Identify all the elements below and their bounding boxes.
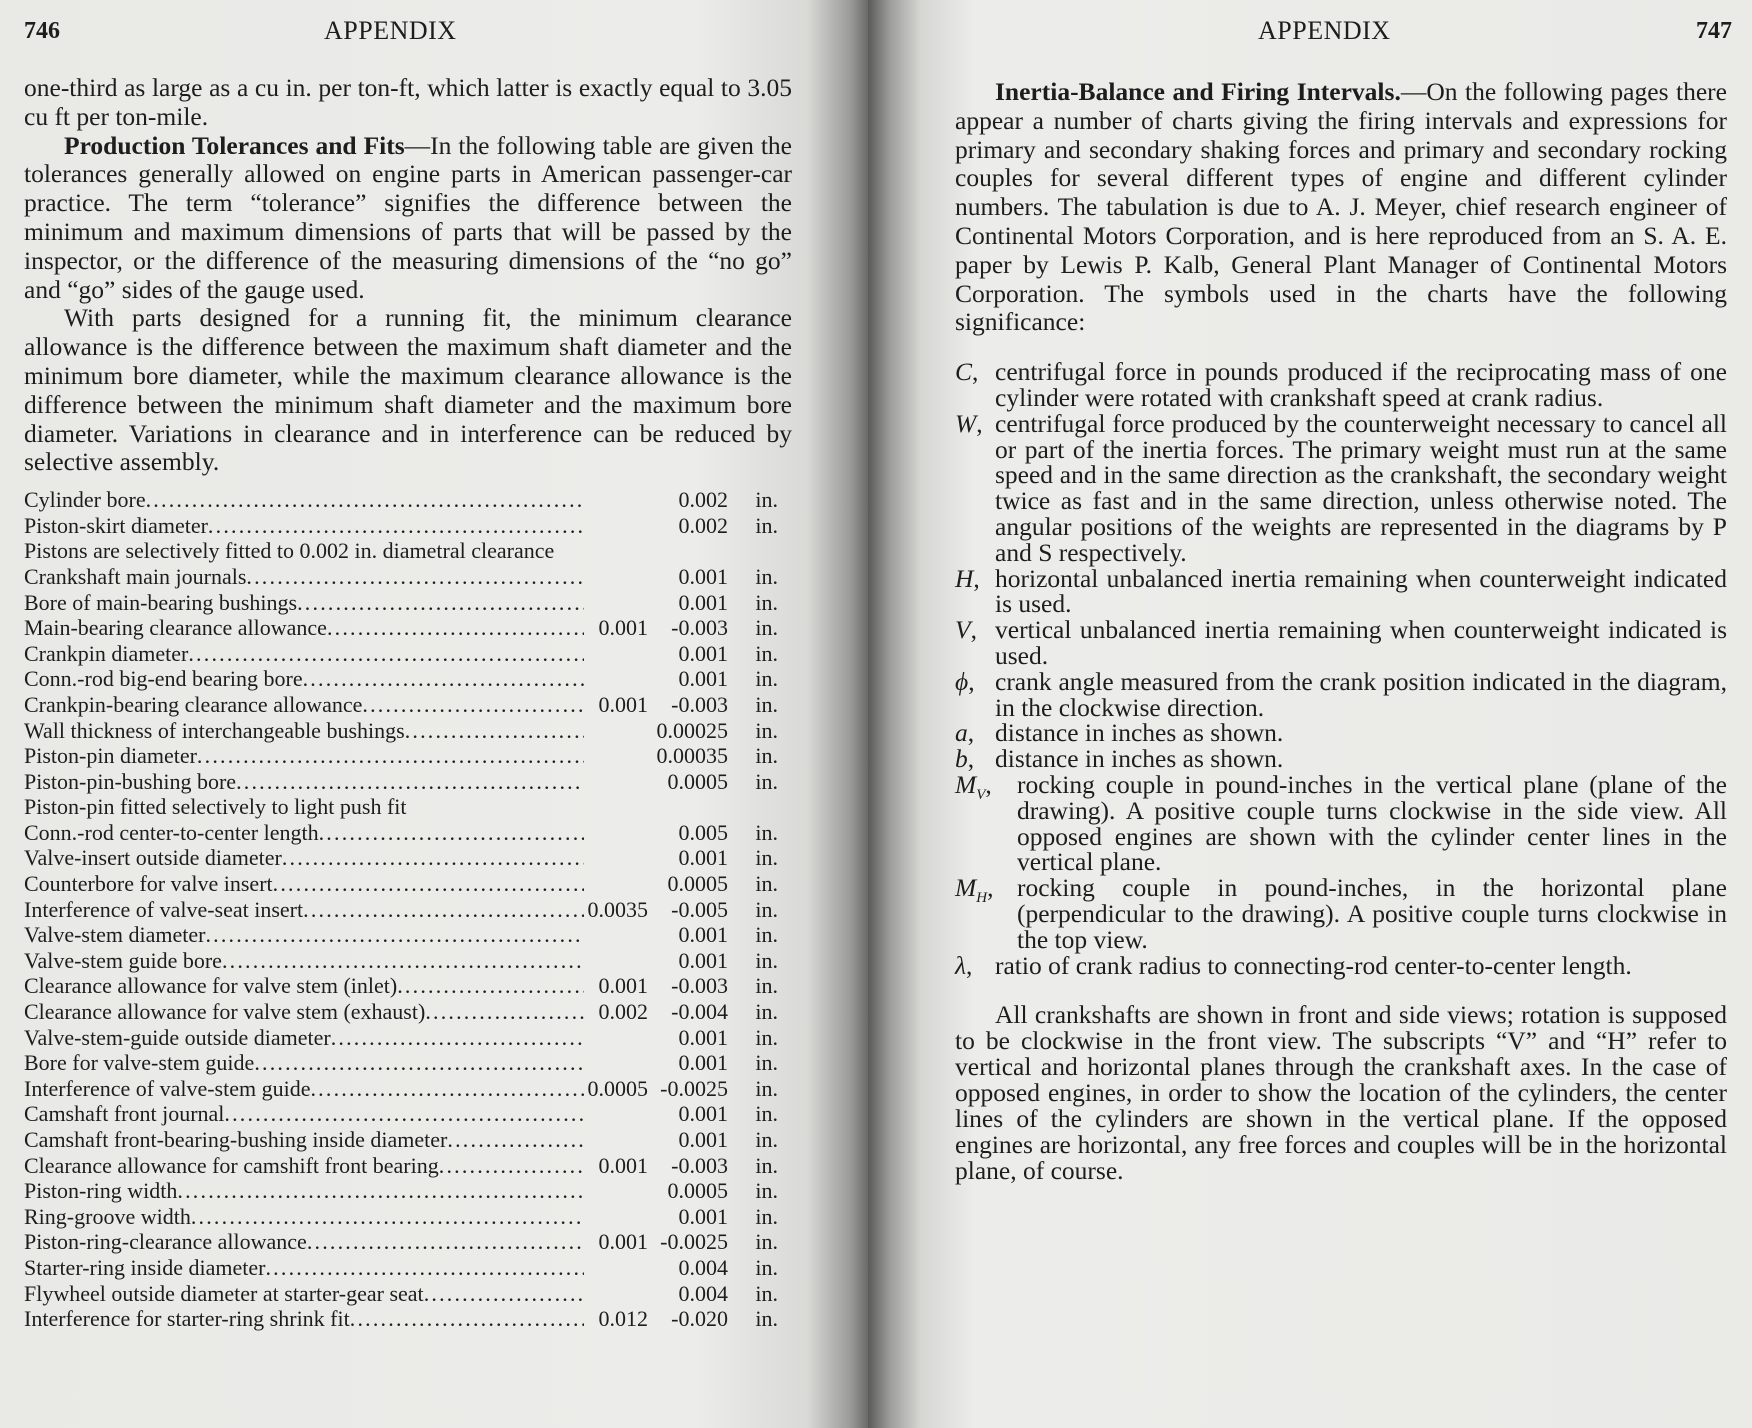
row-label-cell — [24, 564, 584, 590]
part-name: Piston-skirt diameter — [24, 512, 208, 538]
tolerance-min: 0.0005 — [587, 1075, 648, 1101]
dot-leader — [362, 692, 584, 718]
row-label-cell — [24, 1153, 584, 1179]
tolerance-value: 0.001 — [678, 640, 728, 666]
unit: in. — [755, 589, 778, 615]
row-label-cell — [24, 1229, 584, 1255]
row-label-cell — [24, 999, 584, 1025]
table-row — [24, 999, 796, 1025]
symbol-description: distance in inches as shown. — [995, 718, 1284, 748]
table-note: Piston-pin fitted selectively to light push fit — [24, 794, 407, 820]
tolerance-value: 0.001 — [678, 947, 728, 973]
part-name: Starter-ring inside diameter — [24, 1254, 266, 1280]
unit: in. — [755, 999, 778, 1025]
unit: in. — [755, 819, 778, 845]
symbol-description: distance in inches as shown. — [995, 744, 1284, 774]
symbol-description: crank angle measured from the crank position indicated in the diagram, in the clockwise direction. — [995, 666, 1727, 722]
symbol-letter: b — [955, 744, 968, 774]
part-name: Piston-pin-bushing bore — [24, 768, 237, 794]
row-label-cell — [24, 871, 584, 897]
tolerance-value: -0.020 — [671, 1306, 728, 1332]
row-label-cell — [24, 1025, 584, 1051]
unit: in. — [755, 666, 778, 692]
tolerance-value: 0.002 — [678, 487, 728, 513]
table-row — [24, 718, 796, 744]
tolerance-min: 0.001 — [598, 973, 648, 999]
symbol-letter: λ — [955, 950, 967, 980]
unit: in. — [755, 1306, 778, 1332]
tolerance-value: -0.004 — [671, 999, 728, 1025]
tolerance-value: 0.004 — [678, 1280, 728, 1306]
tolerance-value: 0.001 — [678, 1101, 728, 1127]
unit: in. — [755, 640, 778, 666]
part-name: Bore of main-bearing bushings — [24, 589, 298, 615]
symbol-description: horizontal unbalanced inertia remaining when counterweight indicated is used. — [995, 563, 1727, 619]
part-name: Piston-ring-clearance allowance — [24, 1229, 307, 1255]
dot-leader — [397, 973, 584, 999]
dot-leader — [177, 1178, 584, 1204]
paragraph-running-fit: With parts designed for a running fit, the minimum clearance allowance is the difference between the maximum shaft diameter and the minimum bore diameter, while the maximum clearance allowance is the difference between the minimum shaft diameter and the maximum bore diameter. Variations in clearance and in interference can be reduced by selective assembly. — [24, 303, 792, 477]
row-label-cell — [24, 718, 584, 744]
dot-leader — [246, 564, 584, 590]
unit: in. — [755, 1178, 778, 1204]
dot-leader — [331, 1025, 584, 1051]
symbol-description: centrifugal force produced by the counterweight necessary to cancel all or part of the inertia forces. The primary weight must run at the same speed and in the same direction as the crankshaft, the secondary weight twice as fast and in the same direction, unless otherwise noted. The angular positions of the weights are represented in the diagrams by P and S respectively. — [995, 408, 1727, 567]
tolerance-value: 0.00035 — [656, 743, 728, 769]
row-label-cell — [24, 1255, 584, 1281]
symbol: b, — [955, 744, 975, 774]
part-name: Cylinder bore — [24, 487, 146, 513]
part-name: Wall thickness of interchangeable bushings — [24, 717, 405, 743]
symbol-definitions — [955, 359, 1727, 978]
paragraph-production-tolerances — [24, 132, 792, 305]
table-row — [24, 1025, 796, 1051]
table-row — [24, 1153, 796, 1179]
symbol: $M_V$, — [955, 769, 992, 804]
dot-leader — [224, 1101, 584, 1127]
dot-leader — [307, 1229, 584, 1255]
part-name: Conn.-rod center-to-center length — [24, 819, 319, 845]
dot-leader — [439, 1153, 584, 1179]
tolerance-value: 0.0005 — [667, 768, 728, 794]
table-row — [24, 1178, 796, 1204]
paragraph-inertia-balance — [955, 78, 1727, 337]
tolerance-min: 0.001 — [598, 615, 648, 641]
unit: in. — [755, 1254, 778, 1280]
part-name: Crankshaft main journals — [24, 563, 247, 589]
tolerance-value: 0.002 — [678, 512, 728, 538]
dot-leader — [191, 1204, 584, 1230]
unit: in. — [755, 1101, 778, 1127]
symbol-definition — [955, 720, 1727, 746]
dot-leader — [405, 718, 584, 744]
dot-leader — [222, 948, 584, 974]
symbol-definition — [955, 666, 1727, 722]
symbol-letter: H — [955, 563, 974, 593]
unit: in. — [755, 1229, 778, 1255]
part-name: Valve-stem guide bore — [24, 947, 222, 973]
unit: in. — [755, 871, 778, 897]
symbol-description: centrifugal force in pounds produced if the reciprocating mass of one cylinder were rotated with crankshaft speed at crank radius. — [995, 357, 1727, 412]
row-label-cell — [24, 513, 584, 539]
unit: in. — [755, 743, 778, 769]
table-row — [24, 820, 796, 846]
unit: in. — [755, 922, 778, 948]
table-row — [24, 1306, 796, 1332]
symbol: ϕ, — [955, 666, 975, 696]
tolerance-min: 0.001 — [598, 1152, 648, 1178]
symbol: C, — [955, 357, 979, 387]
row-label-cell — [24, 1281, 584, 1307]
symbol-definition — [955, 875, 1727, 952]
part-name: Ring-groove width — [24, 1203, 191, 1229]
table-row — [24, 948, 796, 974]
page-body — [24, 74, 792, 1332]
section-text: —In the following table are given the tolerances generally allowed on engine parts in American passenger-car practice. The term “tolerance” signifies the difference between the minimum and maximum dimensions of parts that will be passed by the inspector, or the difference of the measuring dimensions of the “no go” and “go” sides of the gauge used. — [24, 130, 792, 304]
paragraph-continuation: one-third as large as a cu in. per ton-ft, which latter is exactly equal to 3.05 cu ft per ton-mile. — [24, 73, 792, 131]
part-name: Valve-stem diameter — [24, 922, 206, 948]
part-name: Piston-pin diameter — [24, 743, 197, 769]
part-name: Piston-ring width — [24, 1178, 178, 1204]
unit: in. — [755, 1203, 778, 1229]
page-right — [868, 0, 1752, 1428]
unit: in. — [755, 615, 778, 641]
symbol: V, — [955, 615, 977, 645]
page-body — [955, 78, 1727, 1184]
closing-section — [955, 1002, 1727, 1184]
page-number: 747 — [1696, 18, 1732, 44]
part-name: Crankpin diameter — [24, 640, 189, 666]
symbol-description: vertical unbalanced inertia remaining when counterweight indicated is used. — [995, 615, 1727, 670]
page-number: 746 — [24, 18, 60, 44]
dot-leader — [265, 1255, 584, 1281]
dot-leader — [327, 615, 584, 641]
symbol-description: ratio of crank radius to connecting-rod center-to-center length. — [995, 950, 1632, 980]
row-label-cell — [24, 973, 584, 999]
tolerance-value: 0.001 — [678, 1050, 728, 1076]
row-label-cell — [24, 922, 584, 948]
table-row — [24, 1076, 796, 1102]
part-name: Clearance allowance for valve stem (exhaust) — [24, 999, 426, 1025]
dot-leader — [303, 897, 584, 923]
tolerance-table — [24, 487, 796, 1332]
table-row — [24, 897, 796, 923]
section-text: —On the following pages there appear a number of charts giving the firing intervals and expressions for primary and secondary shaking forces and primary and secondary rocking couples for several different types of engine and different cylinder numbers. The tabulation is due to A. J. Meyer, chief research engineer of Continental Motors Corporation, and is here reproduced from an S. A. E. paper by Lewis P. Kalb, General Plant Manager of Continental Motors Corporation. The symbols used in the charts have the following significance: — [955, 77, 1727, 337]
tolerance-value: 0.001 — [678, 922, 728, 948]
tolerance-value: 0.0005 — [667, 871, 728, 897]
unit: in. — [755, 1127, 778, 1152]
part-name: Valve-stem-guide outside diameter — [24, 1024, 331, 1050]
part-name: Conn.-rod big-end bearing bore — [24, 666, 303, 692]
tolerance-value: -0.003 — [671, 615, 728, 641]
dot-leader — [425, 999, 584, 1025]
table-row — [24, 615, 796, 641]
symbol-definition — [955, 359, 1727, 411]
dot-leader — [447, 1127, 584, 1153]
row-label-cell — [24, 1050, 584, 1076]
symbol: a, — [955, 718, 975, 748]
row-label-cell — [24, 1306, 584, 1332]
unit: in. — [755, 845, 778, 871]
table-row — [24, 1229, 796, 1255]
unit: in. — [755, 1024, 778, 1050]
symbol-subscript: V — [976, 787, 986, 804]
symbol-letter: a — [955, 718, 968, 748]
unit: in. — [755, 1280, 778, 1306]
table-row — [24, 1101, 796, 1127]
symbol-definition — [955, 408, 1727, 567]
row-label-cell — [24, 1178, 584, 1204]
table-row — [24, 1281, 796, 1307]
tolerance-value: -0.0025 — [660, 1229, 728, 1255]
table-row — [24, 973, 796, 999]
part-name: Crankpin-bearing clearance allowance — [24, 691, 363, 717]
table-row — [24, 487, 796, 513]
row-label-cell — [24, 1076, 584, 1102]
unit: in. — [755, 1152, 778, 1178]
symbol-definition — [955, 950, 1727, 980]
unit: in. — [755, 691, 778, 717]
symbol-description: rocking couple in pound-inches in the vertical plane (plane of the drawing). A positive couple turns clockwise in the side view. All opposed engines are shown with the cylinder center lines in the vertical plane. — [1017, 769, 1727, 877]
table-row — [24, 641, 796, 667]
row-label-cell — [24, 897, 584, 923]
part-name: Interference of valve-seat insert — [24, 896, 304, 922]
dot-leader — [188, 641, 584, 667]
dot-leader — [205, 922, 584, 948]
dot-leader — [146, 487, 584, 513]
part-name: Interference of valve-stem guide — [24, 1075, 311, 1101]
unit: in. — [755, 512, 778, 538]
table-row — [24, 692, 796, 718]
tolerance-value: -0.003 — [671, 973, 728, 999]
tolerance-value: 0.004 — [678, 1254, 728, 1280]
table-row — [24, 1050, 796, 1076]
symbol-letter: M — [955, 873, 977, 903]
symbol: $M_H$, — [955, 873, 994, 907]
part-name: Clearance allowance for camshift front bearing — [24, 1152, 439, 1178]
symbol-letter: C — [955, 357, 973, 387]
part-name: Counterbore for valve insert — [24, 871, 273, 897]
dot-leader — [303, 666, 584, 692]
row-label-cell — [24, 666, 584, 692]
table-row — [24, 1127, 796, 1153]
table-row — [24, 743, 796, 769]
unit: in. — [755, 717, 778, 743]
row-label-cell — [24, 692, 584, 718]
dot-leader — [282, 845, 584, 871]
part-name: Camshaft front-bearing-bushing inside diameter — [24, 1127, 448, 1152]
table-row — [24, 666, 796, 692]
symbol-letter: M — [955, 769, 977, 799]
row-label-cell — [24, 1101, 584, 1127]
dot-leader — [310, 1076, 584, 1102]
symbol-letter: ϕ — [955, 666, 969, 696]
part-name: Valve-insert outside diameter — [24, 845, 282, 871]
symbol-definition — [955, 617, 1727, 669]
row-label-cell — [24, 820, 584, 846]
table-row — [24, 590, 796, 616]
dot-leader — [236, 769, 584, 795]
unit: in. — [755, 563, 778, 589]
running-head: APPENDIX — [324, 16, 457, 45]
row-label-cell — [24, 615, 584, 641]
unit: in. — [755, 896, 778, 922]
table-row — [24, 871, 796, 897]
tolerance-value: 0.001 — [678, 1024, 728, 1050]
part-name: Flywheel outside diameter at starter-gear seat — [24, 1280, 424, 1306]
row-label-cell — [24, 845, 584, 871]
dot-leader — [319, 820, 584, 846]
dot-leader — [297, 590, 584, 616]
tolerance-value: -0.005 — [671, 896, 728, 922]
row-label-cell — [24, 1204, 584, 1230]
row-label-cell — [24, 590, 584, 616]
table-row — [24, 769, 796, 795]
tolerance-value: 0.001 — [678, 589, 728, 615]
tolerance-min: 0.002 — [598, 999, 648, 1025]
symbol-definition — [955, 769, 1727, 877]
dot-leader — [197, 743, 584, 769]
unit: in. — [755, 1075, 778, 1101]
symbol: λ, — [955, 950, 973, 980]
row-label-cell — [24, 743, 584, 769]
unit: in. — [755, 947, 778, 973]
tolerance-value: 0.001 — [678, 666, 728, 692]
part-name: Bore for valve-stem guide — [24, 1050, 255, 1076]
table-row — [24, 513, 796, 539]
page-left — [0, 0, 868, 1428]
table-row — [24, 845, 796, 871]
tolerance-min: 0.012 — [598, 1306, 648, 1332]
symbol-description: rocking couple in pound-inches, in the horizontal plane (perpendicular to the drawing). A positive couple turns clockwise in the top view. — [1017, 873, 1727, 954]
tolerance-value: 0.001 — [678, 1203, 728, 1229]
table-row — [24, 922, 796, 948]
dot-leader — [424, 1281, 584, 1307]
tolerance-min: 0.0035 — [587, 896, 648, 922]
tolerance-value: 0.0005 — [667, 1178, 728, 1204]
table-note: Pistons are selectively fitted to 0.002 in. diametral clearance — [24, 538, 555, 564]
symbol-definition — [955, 746, 1727, 772]
part-name: Camshaft front journal — [24, 1101, 225, 1127]
running-head: APPENDIX — [1258, 16, 1391, 45]
part-name: Main-bearing clearance allowance — [24, 615, 327, 641]
dot-leader — [208, 513, 584, 539]
tolerance-value: -0.0025 — [660, 1075, 728, 1101]
symbol-subscript: H — [976, 890, 988, 907]
unit: in. — [755, 1050, 778, 1076]
section-heading: Production Tolerances and Fits — [64, 130, 405, 160]
dot-leader — [254, 1050, 584, 1076]
row-label-cell — [24, 1127, 584, 1153]
dot-leader — [350, 1306, 584, 1332]
symbol-letter: V — [955, 615, 971, 645]
tolerance-value: -0.003 — [671, 1152, 728, 1178]
tolerance-value: 0.001 — [678, 1127, 728, 1152]
tolerance-value: 0.001 — [678, 563, 728, 589]
tolerance-min: 0.001 — [598, 691, 648, 717]
section-heading: Inertia-Balance and Firing Intervals. — [995, 77, 1401, 106]
row-label-cell — [24, 487, 584, 513]
unit: in. — [755, 768, 778, 794]
row-label-cell — [24, 948, 584, 974]
dot-leader — [273, 871, 584, 897]
unit: in. — [755, 487, 778, 513]
tolerance-value: 0.005 — [678, 819, 728, 845]
row-label-cell — [24, 641, 584, 667]
paragraph-closing: All crankshafts are shown in front and side views; rotation is supposed to be clockwise in the front view. The subscripts “V” and “H” refer to vertical and horizontal planes through the crankshaft axes. In the case of opposed engines, in order to show the location of the cylinders, the center lines of the cylinders are shown in the vertical plane. If the opposed engines are horizontal, any free forces and couples will be in the horizontal plane, of course. — [955, 1000, 1727, 1186]
tolerance-value: 0.00025 — [656, 717, 728, 743]
tolerance-min: 0.001 — [598, 1229, 648, 1255]
table-row — [24, 564, 796, 590]
row-label-cell — [24, 769, 584, 795]
part-name: Interference for starter-ring shrink fit — [24, 1306, 350, 1332]
symbol: H, — [955, 563, 980, 593]
symbol-letter: W — [955, 408, 977, 438]
unit: in. — [755, 973, 778, 999]
table-row — [24, 1255, 796, 1281]
symbol-definition — [955, 563, 1727, 619]
symbol: W, — [955, 408, 983, 438]
tolerance-value: 0.001 — [678, 845, 728, 871]
table-row — [24, 1204, 796, 1230]
part-name: Clearance allowance for valve stem (inlet) — [24, 973, 398, 999]
tolerance-value: -0.003 — [671, 691, 728, 717]
